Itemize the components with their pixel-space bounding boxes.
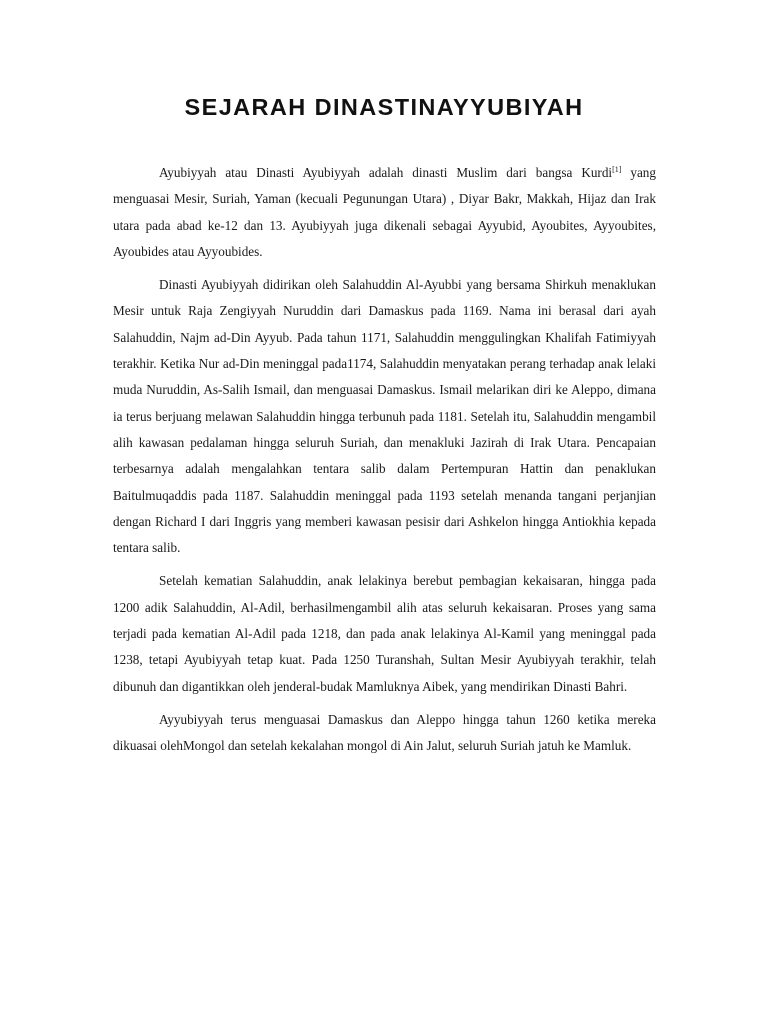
- document-body: [113, 160, 656, 767]
- document-title: SEJARAH DINASTINAYYUBIYAH: [184, 94, 584, 120]
- paragraph-1: [113, 160, 656, 265]
- paragraph-2: Dinasti Ayubiyyah didirikan oleh Salahuddin Al-Ayubbi yang bersama Shirkuh menaklukan Mesir untuk Raja Zengiyyah Nuruddin dari Damaskus pada 1169. Nama ini berasal dari ayah Salahuddin, Najm ad-Din Ayyub. Pada tahun 1171, Salahuddin menggulingkan Khalifah Fatimiyyah terakhir. Ketika Nur ad-Din meninggal pada1174, Salahuddin menyatakan perang terhadap anak lelaki muda Nuruddin, As-Salih Ismail, dan menguasai Damaskus. Ismail melarikan diri ke Aleppo, dimana ia terus berjuang melawan Salahuddin hingga terbunuh pada 1181. Setelah itu, Salahuddin mengambil alih kawasan pedalaman hingga seluruh Suriah, dan menakluki Jazirah di Irak Utara. Pencapaian terbesarnya adalah mengalahkan tentara salib dalam Pertempuran Hattin dan penaklukan Baitulmuqaddis pada 1187. Salahuddin meninggal pada 1193 setelah menanda tangani perjanjian dengan Richard I dari Inggris yang memberi kawasan pesisir dari Ashkelon hingga Antiokhia kepada tentara salib.: [113, 277, 656, 556]
- footnote-marker[interactable]: [1]: [612, 165, 622, 174]
- paragraph-3: Setelah kematian Salahuddin, anak lelakinya berebut pembagian kekaisaran, hingga pada 1200 adik Salahuddin, Al-Adil, berhasilmengambil alih atas seluruh kekaisaran. Proses yang sama terjadi pada kematian Al-Adil pada 1218, dan pada anak lelakinya Al-Kamil yang meninggal pada 1238, tetapi Ayubiyyah tetap kuat. Pada 1250 Turanshah, Sultan Mesir Ayubiyyah terakhir, telah dibunuh dan digantikkan oleh jenderal-budak Mamluknya Aibek, yang mendirikan Dinasti Bahri.: [113, 573, 656, 694]
- paragraph-4: Ayyubiyyah terus menguasai Damaskus dan Aleppo hingga tahun 1260 ketika mereka dikuasai olehMongol dan setelah kekalahan mongol di Ain Jalut, seluruh Suriah jatuh ke Mamluk.: [113, 711, 656, 754]
- paragraph-1-text-after: yang menguasai Mesir, Suriah, Yaman (kecuali Pegunungan Utara) , Diyar Bakr, Makkah, Hijaz dan Irak utara pada abad ke-12 dan 13. Ayubiyyah juga dikenali sebagai Ayyubid, Ayoubites, Ayyoubites, Ayoubides atau Ayyoubides.: [113, 165, 656, 259]
- paragraph-1-text-before: Ayubiyyah atau Dinasti Ayubiyyah adalah dinasti Muslim dari bangsa Kurdi: [159, 165, 613, 180]
